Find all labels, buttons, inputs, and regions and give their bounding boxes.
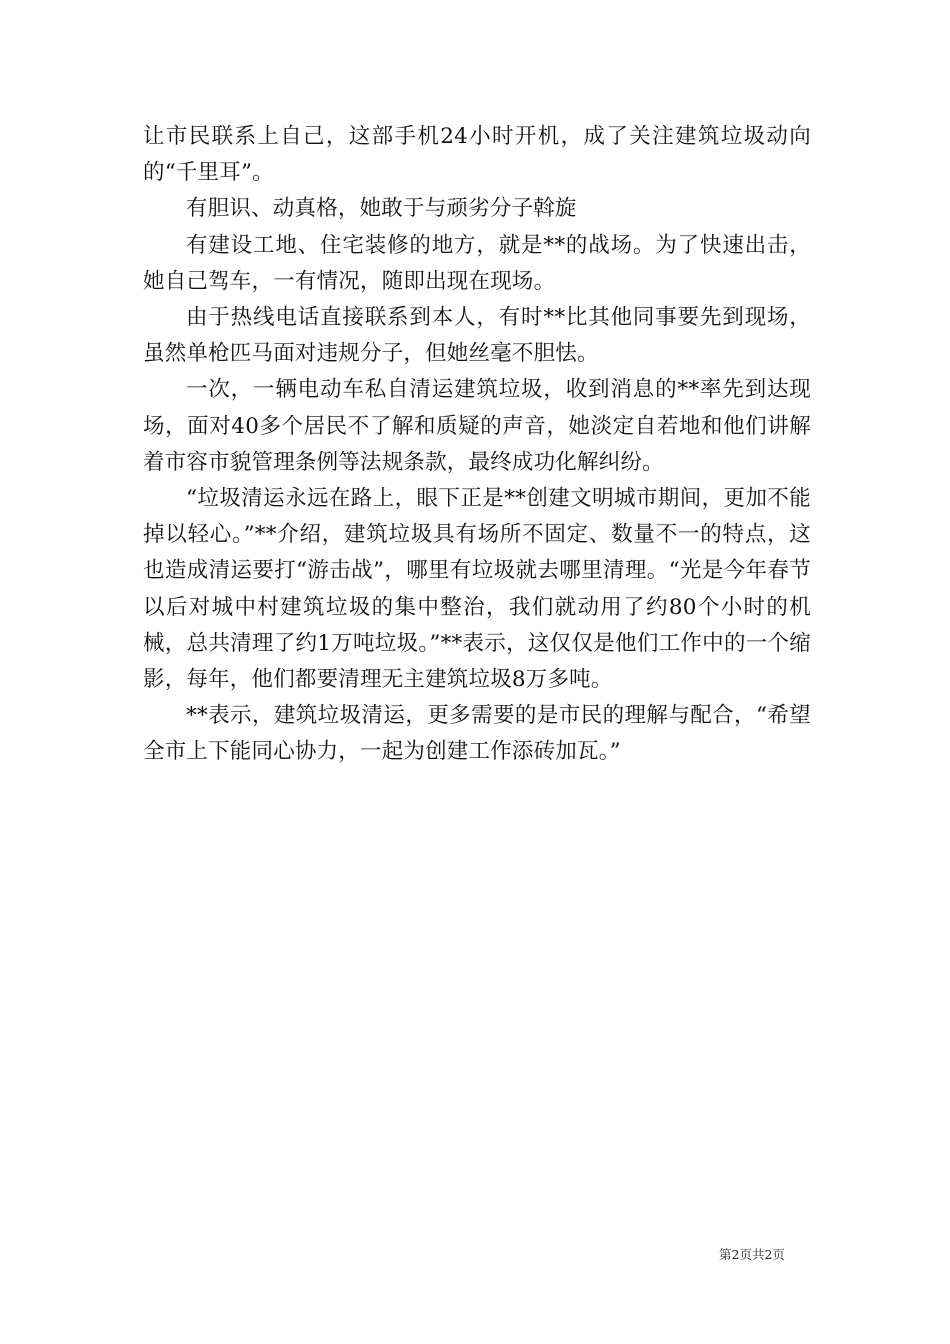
paragraph: 一次，一辆电动车私自清运建筑垃圾，收到消息的**率先到达现场，面对40多个居民不了解和质疑的声音，她淡定自若地和他们讲解着市容市貌管理条例等法规条款，最终成功化解纠纷。 [143, 377, 811, 475]
paragraph: 由于热线电话直接联系到本人，有时**比其他同事要先到现场，虽然单枪匹马面对违规分子，但她丝毫不胆怯。 [143, 305, 811, 367]
paragraph: “垃圾清运永远在路上，眼下正是**创建文明城市期间，更加不能掉以轻心。”**介绍，建筑垃圾具有场所不固定、数量不一的特点，这也造成清运要打“游击战”，哪里有垃圾就去哪里清理。“光是今年春节以后对城中村建筑垃圾的集中整治，我们就动用了约80个小时的机械，总共清理了约1万吨垃圾。”**表示，这仅仅是他们工作中的一个缩影，每年，他们都要清理无主建筑垃圾8万多吨。 [143, 486, 811, 693]
document-body [143, 119, 811, 771]
paragraph: 有建设工地、住宅装修的地方，就是**的战场。为了快速出击，她自己驾车，一有情况，随即出现在现场。 [143, 232, 811, 294]
paragraph-continuation: 让市民联系上自己，这部手机24小时开机，成了关注建筑垃圾动向的“千里耳”。 [143, 124, 811, 186]
paragraph-subheading: 有胆识、动真格，她敢于与顽劣分子斡旋 [186, 196, 577, 222]
paragraph: **表示，建筑垃圾清运，更多需要的是市民的理解与配合，“希望全市上下能同心协力，一起为创建工作添砖加瓦。” [143, 703, 811, 765]
page-number-footer: 第2页共2页 [719, 1247, 785, 1262]
